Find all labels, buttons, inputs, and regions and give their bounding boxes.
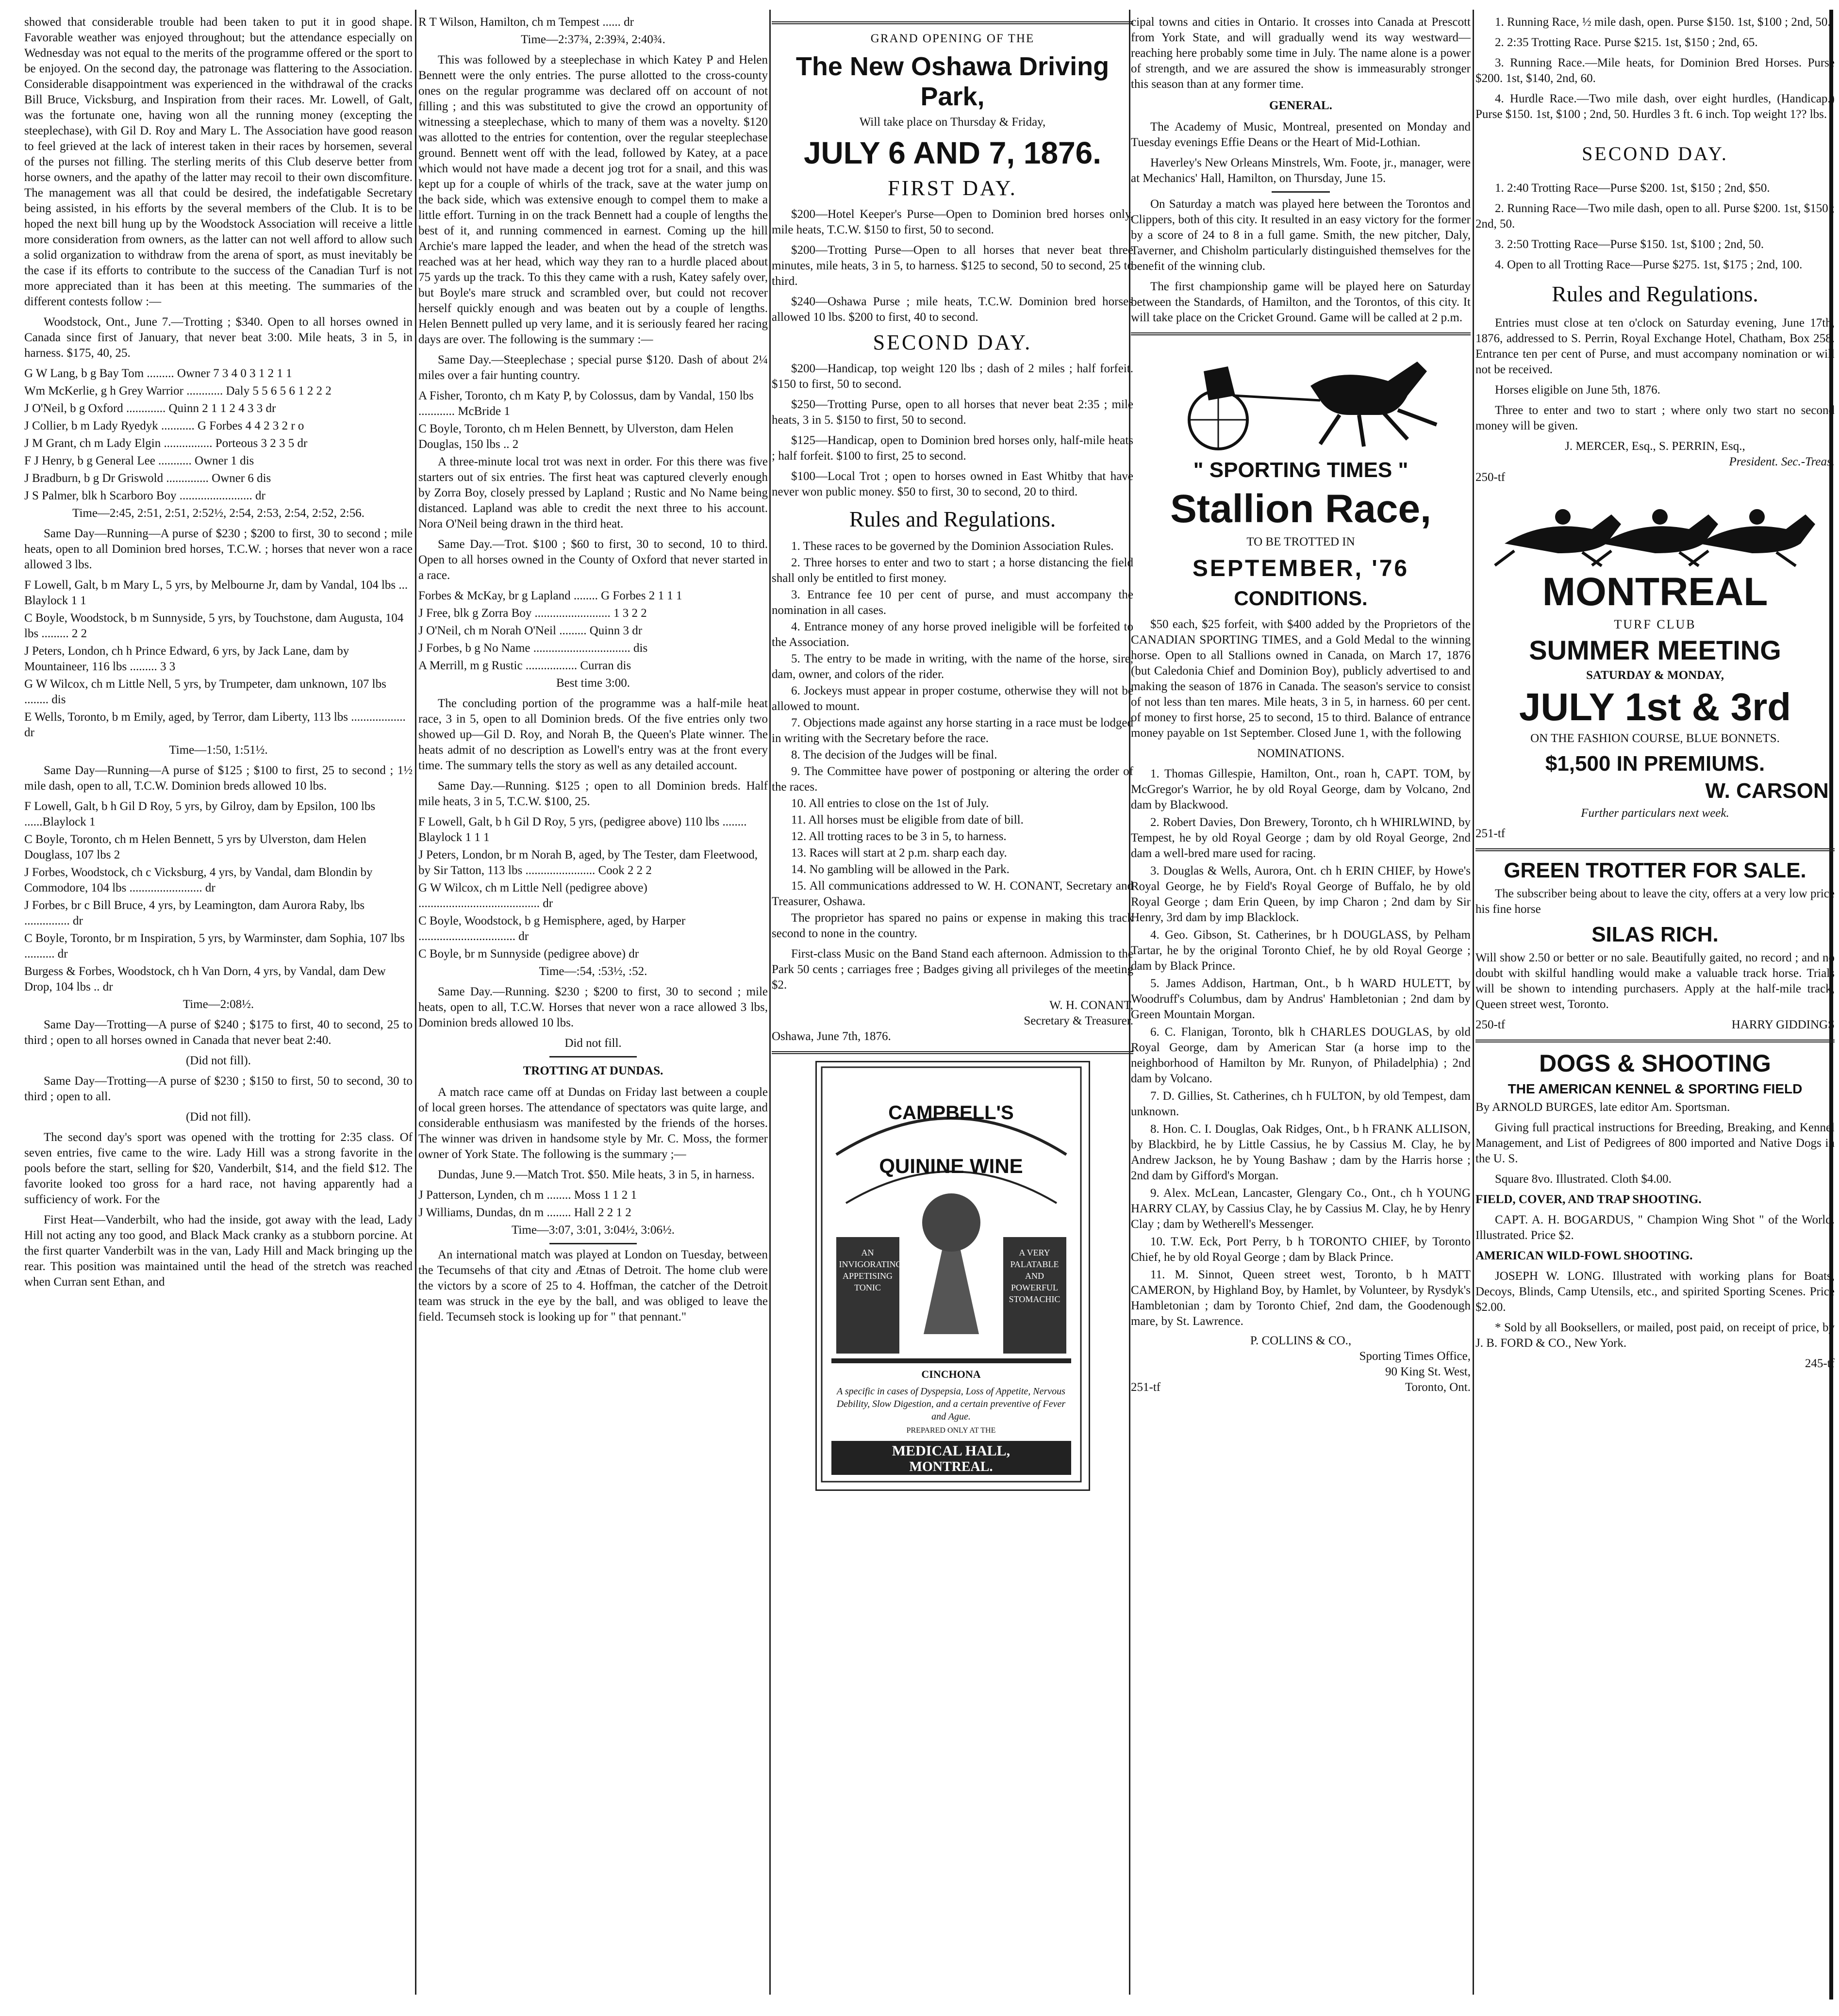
steeplechase-report: This was followed by a steeplechase in which Katey P and Helen Bennett were the only entries. The purse allotted to the cross-county ones on the regular programme was declared off on account of not filling ; and this was substituted to give the crowd an opportunity of witnessing a steeplechase, which to many of them was a novelty. $120 was allotted to the entries for contention, over the regular steeplechase ground. Bennett went off with the lead, followed by Katey, at a pace which would not have made a decent jog trot for a snail, and this was kept up for a couple of whirls of the track, save at the water jump on the back side, which was extensive enough to compel them to make a little effort. Turning in on the track Bennett had a couple of lengths the best of it, and running commenced in earnest. Coming up the hill Archie's mare lapped the leader, and when the head of the stretch was reached was at her head, which way they ran to a hurdle placed about 75 yards up the track. To this they came with a rush, Katey safely over, but Boyle's mare struck and scrambled over, but could not recover herself quickly enough and was beaten out by a couple of lengths. Helen Bennett pulled up very lame, and it is seriously feared her racing days are over. The following is the summary :— (418, 53, 768, 346)
divider (1475, 1040, 1835, 1042)
rule-item: 2. Three horses to enter and two to start ; a horse distancing the field shall only be entitled to first money. (772, 556, 1133, 585)
rule-item: 13. Races will start at 2 p.m. sharp each day. (791, 846, 1007, 859)
rule-item: 7. Objections made against any horse starting in a race must be lodged in writing with the Secretary before the race. (772, 716, 1133, 745)
rule-item: 10. All entries to close on the 1st of July. (791, 797, 989, 810)
ad-summer-meeting: SUMMER MEETING (1529, 635, 1781, 665)
ad-september: SEPTEMBER, '76 (1192, 556, 1409, 581)
nomination-item: 10. T.W. Eck, Port Perry, b h TORONTO CHIEF, by Toronto Chief, he by old Royal George ; dam by Black Prince. (1131, 1235, 1471, 1264)
race-time: Best time 3:00. (556, 677, 630, 690)
second-day-report: The second day's sport was opened with the trotting for 2:35 class. Of seven entries, five came to the wire. Lady Hill was a strong favorite in the pools before the start, selling for $20, Vanderbilt, $14, and the field $12. The favorite looked too gross for a hard race, not having apparently had a sufficiency of work. For the (24, 1131, 413, 1206)
race-time: Time—:54, :53½, :52. (539, 965, 647, 978)
race-entry: F J Henry, b g General Lee ........... Owner 1 dis (24, 454, 254, 467)
circus-notice: cipal towns and cities in Ontario. It crosses into Canada at Prescott from York State, and will gradually wend its way westward—reaching here probably some time in July. The name alone is a power of strength, and we are assured the show is immeasurably stronger this season than at any former time. (1131, 16, 1471, 91)
ad-office: Sporting Times Office, (1359, 1350, 1471, 1363)
ad-signature-place: Oshawa, June 7th, 1876. (772, 1030, 891, 1043)
race-heading: Same Day—Running—A purse of $230 ; $200 to first, 30 to second ; mile heats, open to all Dominion bred horses, T.C.W. ; horses that never won a race allowed 3 lbs. (24, 527, 413, 571)
local-trot-report: A three-minute local trot was next in order. For this there was five starters out of six entries. The first heat was captured cleverly enough by Zorra Boy, closely pressed by Lapland ; Rustic and No Name being distanced. Lapland was able to credit the next three to his account. Nora O'Neil being drawn in the third heat. (418, 455, 768, 530)
ad-item: $250—Trotting Purse, open to all horses that never beat 2:35 ; mile heats, 3 in 5. $150 to first, 50 to second. (772, 398, 1133, 427)
race-entry: F Lowell, Galt, b h Gil D Roy, 5 yrs, by Gilroy, dam by Epsilon, 100 lbs ......Blaylock 1 (24, 800, 376, 828)
ad-day-title: SECOND DAY. (873, 330, 1032, 354)
ad-code: 251-tf (1131, 1381, 1161, 1394)
ad-item: 3. Running Race.—Mile heats, for Dominion Bred Horses. Purse $200. 1st, $140, 2nd, 60. (1475, 56, 1835, 85)
race-entry: C Boyle, Woodstock, b m Sunnyside, 5 yrs, by Touchstone, dam Augusta, 104 lbs ......... 2 2 (24, 611, 404, 640)
ad-montreal-title: MONTREAL (1542, 570, 1768, 614)
race-entry: F Lowell, Galt, b m Mary L, 5 yrs, by Melbourne Jr, dam by Vandal, 104 lbs ... Blaylock 1 1 (24, 578, 408, 607)
rule-item: 9. The Committee have power of postponing or altering the order of the races. (772, 765, 1133, 793)
race-entry: J Forbes, b g No Name ................................ dis (418, 642, 648, 655)
race-heading: Same Day—Trotting—A purse of $230 ; $150 to first, 50 to second, 30 to third ; open to all. (24, 1074, 413, 1103)
race-entry: C Boyle, Toronto, ch m Helen Bennett, 5 yrs by Ulverston, dam Helen Douglass, 107 lbs 2 (24, 833, 366, 861)
ad-item: 2. 2:35 Trotting Race. Purse $215. 1st, $150 ; 2nd, 65. (1495, 36, 1758, 49)
ad-brand-line-1: CAMPBELL'S (888, 1102, 1014, 1124)
race-entry: Burgess & Forbes, Woodstock, ch h Van Dorn, 4 yrs, by Vandal, dam Dew Drop, 104 lbs .. dr (24, 965, 386, 993)
ad-item: 4. Open to all Trotting Race—Purse $275. 1st, $175 ; 2nd, 100. (1495, 258, 1803, 271)
ad-item: $125—Handicap, open to Dominion bred horses only, half-mile heats ; half forfeit. $100 to first, 25 to second. (772, 434, 1133, 463)
race-entry: R T Wilson, Hamilton, ch m Tempest ...... dr (418, 16, 634, 29)
ad-specific: A specific in cases of Dyspepsia, Loss of Appetite, Nervous Debility, Slow Digestion, and a certain preventive of Fever and Ague. (836, 1386, 1066, 1422)
ad-item: $100—Local Trot ; open to horses owned in East Whitby that have never won public money. $50 to first, 30 to second, 20 to third. (772, 470, 1133, 498)
ad-item: 3. 2:50 Trotting Race—Purse $150. 1st, $100 ; 2nd, 50. (1495, 238, 1764, 251)
ad-item: 1. Running Race, ½ mile dash, open. Purse $150. 1st, $100 ; 2nd, 50. (1495, 16, 1831, 29)
race-entry: C Boyle, Woodstock, b g Hemisphere, aged, by Harper ................................ dr (418, 914, 686, 943)
divider (772, 21, 1133, 24)
race-heading: Dundas, June 9.—Match Trot. $50. Mile heats, 3 in 5, in harness. (438, 1168, 755, 1181)
race-entry: J M Grant, ch m Lady Elgin ................ Porteous 3 2 3 5 dr (24, 437, 308, 450)
race-entry: A Fisher, Toronto, ch m Katy P, by Colossus, dam by Vandal, 150 lbs ............ McBride 1 (418, 389, 754, 418)
race-time: Time—3:07, 3:01, 3:04½, 3:06½. (512, 1223, 675, 1237)
rule-item: 5. The entry to be made in writing, with the name of the horse, sire, dam, owner, and colors of the rider. (772, 652, 1133, 681)
ad-code: 245-tf (1805, 1357, 1835, 1370)
ad-proprietor: The proprietor has spared no pains or expense in making this track second to none in the country. (772, 911, 1133, 940)
ad-left-panel: AN INVIGORATING APPETISING TONIC (839, 1248, 902, 1292)
news-item: The first championship game will be played here on Saturday between the Standards, of Hamilton, and the Torontos, of this city. It will take place on the Cricket Ground. Game will be called at 2 p.m. (1131, 280, 1471, 324)
ad-collins: P. COLLINS & CO., (1250, 1334, 1352, 1347)
ad-music: First-class Music on the Band Stand each afternoon. Admission to the Park 50 cents ; carriages free ; Badges giving all privileges of the meeting $2. (772, 947, 1133, 991)
nomination-item: 11. M. Sinnot, Queen street west, Toronto, b h MATT CAMERON, by Highland Boy, by Hamlet, by Volunteer, by Rysdyk's Hambletonian ; dam by Toronto Chief, 2nd dam, the Goodenough mare, by St. Lawrence. (1131, 1268, 1471, 1328)
ad-carson: W. CARSON. (1705, 779, 1835, 803)
ad-code: 250-tf (1475, 1018, 1506, 1031)
horse-sulky-icon (1136, 342, 1466, 454)
ad-montreal: MONTREAL. (909, 1459, 993, 1474)
nomination-item: 8. Hon. C. I. Douglas, Oak Ridges, Ont., b h FRANK ALLISON, by Blackbird, he by Little Cassius, he by Cassius M. Clay, he by Andrew Jackson, he by Young Bashaw ; dam by the Harris horse ; 2nd dam by Gifford's Morgan. (1131, 1123, 1471, 1182)
ad-item: $200—Handicap, top weight 120 lbs ; dash of 2 miles ; half forfeit. $150 to first, 50 to second. (772, 362, 1133, 391)
section-title: GENERAL. (1269, 99, 1332, 112)
race-entry: J S Palmer, blk h Scarboro Boy ........................ dr (24, 489, 265, 502)
ad-premiums: $1,500 IN PREMIUMS. (1545, 752, 1765, 776)
ad-item: 4. Hurdle Race.—Two mile dash, over eight hurdles, (Handicap.) Purse $150. 1st, $100 ; 2nd, 50. Hurdles 3 ft. 6 inch. Top weight 1?? lbs. (1475, 92, 1835, 121)
nomination-item: 7. D. Gillies, St. Catherines, ch h FULTON, by old Tempest, dam unknown. (1131, 1090, 1471, 1118)
ad-item: $200—Hotel Keeper's Purse—Open to Dominion bred horses only, mile heats, T.C.W. $150 to first, 50 to second. (772, 208, 1133, 236)
rule-item: 8. The decision of the Judges will be final. (791, 748, 997, 761)
ad-signature: W. H. CONANT, (1049, 999, 1133, 1012)
ad-wildfowl: AMERICAN WILD-FOWL SHOOTING. (1475, 1249, 1693, 1262)
dundas-report: A match race came off at Dundas on Friday last between a couple of local green horses. The attendance of spectators was quite large, and considerable enthusiasm was manifested by the friends of the horses. The winner was driven in handsome style by Mr. C. Moss, the former owner of York State. The following is the summary ;— (418, 1086, 768, 1161)
race-entry: Wm McKerlie, g h Grey Warrior ............ Daly 5 5 6 5 6 1 2 2 2 (24, 384, 331, 397)
ad-cinchona: CINCHONA (921, 1368, 981, 1380)
ad-silas-rich: SILAS RICH. (1591, 923, 1719, 946)
did-not-fill: Did not fill. (564, 1037, 622, 1050)
ad-code: 251-tf (1475, 827, 1506, 840)
race-entry: J O'Neil, b g Oxford ............. Quinn 2 1 1 2 4 3 3 dr (24, 402, 276, 415)
rule-item: 4. Entrance money of any horse proved ineligible will be forfeited to the Association. (772, 620, 1133, 649)
ad-stallion-race: Stallion Race, (1170, 487, 1431, 531)
race-report-intro: showed that considerable trouble had been taken to put it in good shape. Favorable weather was enjoyed throughout; but the attendance especially on Wednesday was not equal to the merits of the programme offered or the sport to be enjoyed. On the second day, the patronage was flattering to the Association. Considerable disappointment was experienced in the withdrawal of the cracks Bill Bruce, Vicksburg, and Inspiration from their races. Mr. Lowell, of Galt, was the fortunate one, having won all the running money (excepting the steeplechase), with Gil D. Roy and Mary L. The Association have good reason to feel grieved at the lack of interest taken in their races by horsemen, several of the purses not filling. The sterling merits of this Club deserve better from horse owners, and the apathy of the latter may recoil to their own discomfiture. The management was all that could be desired, the indefatigable Secretary being assisted, in his efforts by the several members of the Club. It is to be hoped the next bill hung up by the Woodstock Association will receive a little more consideration from owners, as the latter can not well afford to allow such a solid organization to withdraw from the arena of sport, as must inevitably be the case if its efforts to contribute to the success of the Canadian Turf is not more appreciated than it has been at this meeting. The summaries of the different contests follow :— (24, 16, 413, 308)
ad-item: 1. 2:40 Trotting Race—Purse $200. 1st, $150 ; 2nd, $50. (1495, 182, 1770, 195)
ad-sporting-times: " SPORTING TIMES " (1193, 458, 1408, 482)
race-entry: J Collier, b m Lady Ryedyk ........... G Forbes 4 4 2 3 2 r o (24, 419, 304, 432)
ad-rules-title: Rules and Regulations. (1552, 281, 1758, 306)
column-4 (1131, 15, 1471, 1995)
news-item: On Saturday a match was played here between the Torontos and Clippers, both of this city. It resulted in an easy victory for the former by a score of 24 to 8 in a full game. Smith, the new pitcher, Daly, Taverner, and Chisholm particularly distinguished themselves for the benefit of the winning club. (1131, 198, 1471, 273)
ad-field-cover: FIELD, COVER, AND TRAP SHOOTING. (1475, 1193, 1702, 1206)
nomination-item: 2. Robert Davies, Don Brewery, Toronto, ch h WHIRLWIND, by Tempest, he by old Royal George ; dam by old Royal George, 2nd dam a well-bred mare used for racing. (1131, 816, 1471, 860)
nomination-item: 4. Geo. Gibson, St. Catherines, br h DOUGLASS, by Pelham Tartar, he by the original Toronto Chief, he by old Royal George ; dam by Black Prince. (1131, 928, 1471, 973)
race-entry: G W Lang, b g Bay Tom ......... Owner 7 3 4 0 3 1 2 1 1 (24, 367, 292, 380)
concluding-report: The concluding portion of the programme was a half-mile heat race, 3 in 5, open to all Dominion breds. Of the five entries only two showed up—Gil D. Roy, and Norah B, the Queen's Plate winner. The heats admit of no description as Lowell's entry was at the front every time. The summary tells the story as well as any detailed account. (418, 697, 768, 772)
ad-medical-hall: MEDICAL HALL, (892, 1443, 1011, 1459)
divider (549, 1243, 637, 1244)
race-entry: E Wells, Toronto, b m Emily, aged, by Terror, dam Liberty, 113 lbs .................. dr (24, 711, 406, 739)
ad-code: 250-tf (1475, 471, 1506, 484)
ad-july-dates: JULY 1st & 3rd (1519, 685, 1791, 728)
rule-item: 6. Jockeys must appear in proper costume, otherwise they will not be allowed to mount. (772, 684, 1133, 713)
divider (1272, 191, 1330, 193)
nomination-item: 9. Alex. McLean, Lancaster, Glengary Co., Ont., ch h YOUNG HARRY CLAY, by Cassius Clay, he by Cassius M. Clay, he by Henry Clay ; dam by Wetherell's Messenger. (1131, 1187, 1471, 1231)
race-entry: J Patterson, Lynden, ch m ........ Moss 1 1 2 1 (418, 1189, 637, 1202)
divider (772, 1051, 1133, 1054)
ad-officers: J. MERCER, Esq., S. PERRIN, Esq., (1565, 440, 1745, 453)
ad-conditions: CONDITIONS. (1234, 587, 1368, 610)
race-entry: C Boyle, br m Sunnyside (pedigree above) dr (418, 947, 639, 960)
race-heading: Same Day—Running—A purse of $125 ; $100 to first, 25 to second ; 1½ mile dash, open to all, T.C.W. Dominion breds allowed 10 lbs. (24, 764, 413, 793)
race-entry: J Forbes, Woodstock, ch c Vicksburg, 4 yrs, by Vandal, dam Blondin by Commodore, 104 lbs ........................ dr (24, 866, 373, 894)
ad-prepared: PREPARED ONLY AT THE (906, 1426, 996, 1435)
ad-officer-titles: President. Sec.-Treas. (1729, 455, 1835, 468)
quinine-wine-ad (815, 1061, 1090, 1491)
column-3 (772, 15, 1133, 1995)
ad-harry: HARRY GIDDINGS (1731, 1018, 1835, 1031)
race-entry: C Boyle, Toronto, br m Inspiration, 5 yrs, by Warminster, dam Sophia, 107 lbs .......... dr (24, 932, 405, 960)
race-entry: Forbes & McKay, br g Lapland ........ G Forbes 2 1 1 1 (418, 589, 682, 602)
ad-three-to-enter: Three to enter and two to start ; where only two start no second money will be given. (1475, 404, 1835, 432)
nomination-item: 1. Thomas Gillespie, Hamilton, Ont., roan h, CAPT. TOM, by McGregor's Warrior, he by old Royal George, dam by Volcano, 2nd dam by Blackwood. (1131, 767, 1471, 811)
column-5 (1475, 15, 1835, 1995)
race-entry: J Peters, London, br m Norah B, aged, by The Tester, dam Fleetwood, by Sir Tatton, 113 lbs ....................... Cook 2 2 2 (418, 848, 758, 877)
ad-bogardus: CAPT. A. H. BOGARDUS, " Champion Wing Shot " of the World. Illustrated. Price $2. (1475, 1213, 1835, 1242)
nomination-item: 6. C. Flanigan, Toronto, blk h CHARLES DOUGLAS, by old Royal George, dam by American Star (a horse imp to the neighborhood of Hamilton by Mr. Runyon, of Philadelphia) ; 2nd dam by Volcano. (1131, 1025, 1471, 1085)
ad-footer (1131, 1380, 1471, 1395)
ad-course: ON THE FASHION COURSE, BLUE BONNETS. (1530, 732, 1780, 745)
race-entry: J O'Neil, ch m Norah O'Neil ......... Quinn 3 dr (418, 624, 643, 637)
divider (1475, 848, 1835, 851)
ad-sold: * Sold by all Booksellers, or mailed, post paid, on receipt of price, by J. B. FORD & CO., New York. (1475, 1321, 1835, 1350)
ad-item: $200—Trotting Purse—Open to all horses that never beat three minutes, mile heats, 3 in 5, to harness. $125 to second, 50 to second, 25 to third. (772, 244, 1133, 288)
ad-city: Toronto, Ont. (1405, 1381, 1471, 1394)
ad-silas-body: Will show 2.50 or better or no sale. Beautifully gaited, no record ; and no doubt with skilful handling would make a valuable track horse. Trials will be shown to intending purchasers. Apply at the half-mile track, Queen street west, Toronto. (1475, 951, 1835, 1011)
ad-kennel: THE AMERICAN KENNEL & SPORTING FIELD (1508, 1081, 1803, 1096)
section-title: TROTTING AT DUNDAS. (523, 1064, 663, 1077)
ad-nominations-title: NOMINATIONS. (1257, 747, 1344, 760)
ad-item: 2. Running Race—Two mile dash, open to all. Purse $200. 1st, $150 ; 2nd, 50. (1475, 202, 1835, 231)
ad-eligible: Horses eligible on June 5th, 1876. (1495, 383, 1660, 397)
ad-address: 90 King St. West, (1385, 1365, 1471, 1378)
ad-trotted: TO BE TROTTED IN (1246, 535, 1355, 548)
column-rule (769, 10, 771, 1995)
first-heat-report: First Heat—Vanderbilt, who had the inside, got away with the lead, Lady Hill not acting any too good, and Black Mack cranky as a stubborn porcine. At the first quarter Vanderbilt was in the van, Lady Hill and Mack bringing up the rear. This position was maintained until the head of the stretch was reached when Curran sent Ethan, and (24, 1213, 413, 1289)
ad-signature-title: Secretary & Treasurer. (1024, 1014, 1133, 1027)
divider (1131, 332, 1471, 335)
ad-by-burges: By ARNOLD BURGES, late editor Am. Sportsman. (1475, 1101, 1730, 1114)
ad-entries-close: Entries must close at ten o'clock on Saturday evening, June 17th, 1876, addressed to S. Perrin, Royal Exchange Hotel, Chatham, Box 258. Entrance ten per cent of Purse, and must accompany nomination or will not be received. (1475, 316, 1835, 376)
ad-schedule: Will take place on Thursday & Friday, (859, 116, 1046, 129)
ad-green-body: The subscriber being about to leave the city, offers at a very low price his fine horse (1475, 887, 1835, 916)
nomination-item: 5. James Addison, Hartman, Ont., b h WARD HULETT, by Woodruff's Columbus, dam by Andrus' Hambletonian ; 2nd dam by Green Mountain Morgan. (1131, 977, 1471, 1021)
divider (549, 1056, 637, 1058)
race-heading: Woodstock, Ont., June 7.—Trotting ; $340. Open to all horses owned in Canada since first of January, that never beat 3:00. Mile heats, 3 in 5, in harness. $175, 40, 25. (24, 315, 413, 360)
race-entry: J Free, blk g Zorra Boy ......................... 1 3 2 2 (418, 607, 647, 620)
running-horses-icon (1485, 490, 1825, 568)
ad-sat-mon: SATURDAY & MONDAY, (1586, 669, 1724, 682)
rules-list (772, 539, 1133, 909)
ad-conditions-body: $50 each, $25 forfeit, with $400 added by the Proprietors of the CANADIAN SPORTING TIMES, and a Gold Medal to the winning horse. Open to all Stallions owned in Canada, on March 17, 1876 (but Caledonia Chief and Dominion Boy), publicly advertised to and making the season of 1876 in Canada. The season's service to consist of not less than ten mares. Mile heats, 3 in 5, in harness. 60 per cent. of money to first horse, 25 to second, 15 to third. Balance of entrance money payable on 1st September. Closed June 1, with the following (1131, 618, 1471, 740)
race-entry: C Boyle, Toronto, ch m Helen Bennett, by Ulverston, dam Helen Douglas, 150 lbs .. 2 (418, 422, 734, 451)
rule-item: 12. All trotting races to be 3 in 5, to harness. (791, 830, 1007, 843)
ad-further: Further particulars next week. (1581, 807, 1729, 820)
rule-item: 11. All horses must be eligible from date of bill. (791, 813, 1024, 826)
ad-footer (1475, 1017, 1835, 1033)
nominations-list (1131, 766, 1471, 1329)
race-heading: Same Day.—Running. $230 ; $200 to first, 30 to second ; mile heats, open to all, T.C.W. Horses that never won a race allowed 3 lbs, Dominion breds allowed 10 lbs. (418, 985, 768, 1029)
race-time: Time—2:45, 2:51, 2:51, 2:52½, 2:54, 2:53, 2:54, 2:52, 2:56. (72, 507, 364, 520)
column-2 (418, 15, 768, 1995)
race-heading: Same Day.—Steeplechase ; special purse $120. Dash of about 2¼ miles over a fair hunting country. (418, 353, 768, 382)
did-not-fill: (Did not fill). (185, 1054, 251, 1067)
ad-green-trotter: GREEN TROTTER FOR SALE. (1504, 859, 1806, 882)
baseball-report: An international match was played at London on Tuesday, between the Tecumsehs of that city and Ætnas of Detroit. The home club were the victors by a score of 25 to 4. Hoffman, the catcher of the Detroit team was struck in the eye by the ball, and was obliged to leave the field. Tecumseh stock is looking up for " that pennant." (418, 1248, 768, 1323)
ad-right-panel: A VERY PALATABLE AND POWERFUL STOMACHIC (1009, 1248, 1060, 1304)
nomination-item: 3. Douglas & Wells, Aurora, Ont. ch h ERIN CHIEF, by Howe's Royal George, he by Field's Royal George of Buffalo, he by old Royal George ; dam Erin Queen, by imp Charon ; 2nd dam by Sir Henry, 3rd dam by imp Blacklock. (1131, 864, 1471, 924)
ad-item: $240—Oshawa Purse ; mile heats, T.C.W. Dominion bred horses allowed 10 lbs. $200 to first, 40 to second. (772, 295, 1133, 324)
race-time: Time—2:37¾, 2:39¾, 2:40¾. (521, 33, 665, 46)
race-time: Time—2:08½. (182, 998, 254, 1011)
news-item: The Academy of Music, Montreal, presented on Monday and Tuesday evenings Effie Deans or the Heart of Mid-Lothian. (1131, 120, 1471, 149)
race-heading: Same Day.—Running. $125 ; open to all Dominion breds. Half mile heats, 3 in 5, T.C.W. $100, 25. (418, 779, 768, 808)
column-rule (415, 10, 416, 1995)
did-not-fill: (Did not fill). (185, 1110, 251, 1124)
race-heading: Same Day—Trotting—A purse of $240 ; $175 to first, 40 to second, 25 to third ; open to all horses owned in Canada that never beat 2:40. (24, 1018, 413, 1047)
ad-day-title: FIRST DAY. (888, 176, 1017, 200)
ad-square: Square 8vo. Illustrated. Cloth $4.00. (1495, 1173, 1672, 1186)
ad-long: JOSEPH W. LONG. Illustrated with working plans for Boats, Decoys, Blinds, Camp Utensils, etc., and spirited Sporting Scenes. Price $2.00. (1475, 1270, 1835, 1314)
ad-brand-line-2: QUININE WINE (879, 1155, 1023, 1177)
ad-turf-club: TURF CLUB (1614, 617, 1696, 631)
ad-grand-opening: GRAND OPENING OF THE (870, 32, 1035, 45)
race-entry: J Peters, London, ch h Prince Edward, 6 yrs, by Jack Lane, dam by Mountaineer, 116 lbs ......... 3 3 (24, 644, 349, 673)
rule-item: 3. Entrance fee 10 per cent of purse, and must accompany the nomination in all cases. (772, 588, 1133, 617)
news-item: Haverley's New Orleans Minstrels, Wm. Foote, jr., manager, were at Mechanics' Hall, Hamilton, on Thursday, June 15. (1131, 156, 1471, 185)
ad-park-title: The New Oshawa Driving Park, (795, 52, 1110, 111)
ad-rules-title: Rules and Regulations. (849, 507, 1056, 531)
ad-day-title: SECOND DAY. (1582, 143, 1728, 165)
rule-item: 15. All communications addressed to W. H. CONANT, Secretary and Treasurer, Oshawa. (772, 879, 1133, 908)
column-rule (1473, 10, 1474, 1995)
ad-date: JULY 6 AND 7, 1876. (803, 135, 1102, 170)
entry-list (24, 366, 413, 504)
race-entry: A Merrill, m g Rustic ................. Curran dis (418, 659, 631, 672)
race-entry: J Forbes, br c Bill Bruce, 4 yrs, by Leamington, dam Aurora Raby, lbs ............... dr (24, 899, 365, 927)
race-time: Time—1:50, 1:51½. (169, 744, 268, 757)
race-heading: Same Day.—Trot. $100 ; $60 to first, 30 to second, 10 to third. Open to all horses owned in the County of Oxford that never started in a race. (418, 538, 768, 582)
race-entry: J Bradburn, b g Dr Griswold .............. Owner 6 dis (24, 472, 271, 485)
race-entry: G W Wilcox, ch m Little Nell (pedigree above) ........................................ dr (418, 881, 647, 910)
column-1 (24, 15, 413, 1995)
race-entry: F Lowell, Galt, b h Gil D Roy, 5 yrs, (pedigree above) 110 lbs ........ Blaylock 1 1 1 (418, 815, 747, 844)
rule-item: 1. These races to be governed by the Dominion Association Rules. (791, 540, 1114, 553)
race-entry: G W Wilcox, ch m Little Nell, 5 yrs, by Trumpeter, dam unknown, 107 lbs ........ dis (24, 678, 386, 706)
ad-dogs-shooting: DOGS & SHOOTING (1539, 1050, 1771, 1077)
rule-item: 14. No gambling will be allowed in the Park. (791, 863, 1010, 876)
race-entry: J Williams, Dundas, dn m ........ Hall 2 2 1 2 (418, 1206, 631, 1219)
ad-burges-body: Giving full practical instructions for Breeding, Breaking, and Kennel Management, and List of Pedigrees of 800 imported and Native Dogs in the U. S. (1475, 1121, 1835, 1165)
